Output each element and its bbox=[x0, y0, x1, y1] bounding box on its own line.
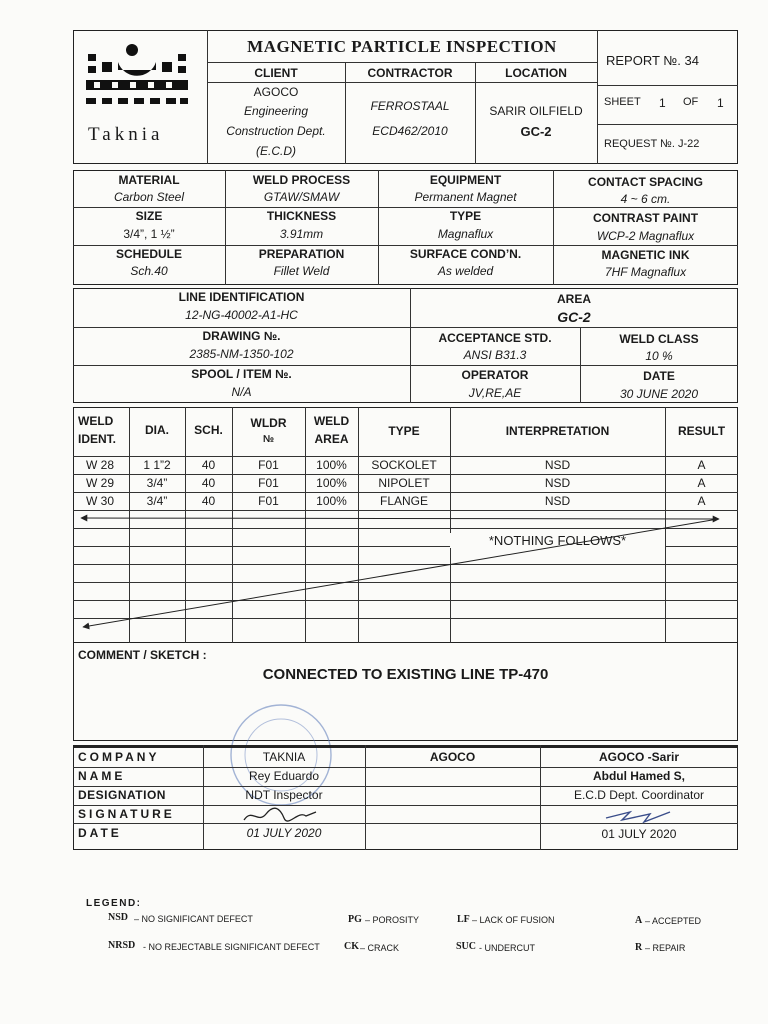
legend-code: PG bbox=[348, 914, 362, 925]
weld-class-label: WELD CLASS bbox=[619, 332, 699, 346]
acceptance-std-label: ACCEPTANCE STD. bbox=[438, 331, 552, 345]
thickness-label: THICKNESS bbox=[266, 209, 337, 223]
client-line: (E.C.D) bbox=[256, 144, 296, 158]
cell-weld-area: 100% bbox=[316, 476, 347, 490]
col-header-weld-area: WELD bbox=[313, 414, 350, 428]
approver-designation: E.C.D Dept. Coordinator bbox=[573, 788, 705, 802]
cell-type: FLANGE bbox=[379, 494, 428, 508]
col-header-result: RESULT bbox=[677, 424, 726, 438]
page-title: MAGNETIC PARTICLE INSPECTION bbox=[247, 37, 557, 56]
location-name: SARIR OILFIELD bbox=[489, 104, 583, 118]
material-value: Carbon Steel bbox=[113, 190, 185, 204]
client-company: AGOCO bbox=[429, 750, 476, 764]
size-value: 3/4”, 1 ½” bbox=[123, 227, 175, 241]
legend-code: NSD bbox=[108, 912, 129, 923]
location-code: GC-2 bbox=[520, 124, 552, 139]
equipment-label: EQUIPMENT bbox=[429, 173, 502, 187]
contractor-code: ECD462/2010 bbox=[372, 124, 448, 138]
legend-text: – POROSITY bbox=[365, 915, 420, 925]
inspector-signature-icon bbox=[240, 804, 320, 826]
cell-weld-ident: W 29 bbox=[86, 476, 115, 490]
client-label: CLIENT bbox=[254, 66, 298, 80]
preparation-value: Fillet Weld bbox=[273, 264, 330, 278]
legend-code: NRSD bbox=[108, 940, 136, 951]
client-line: Engineering bbox=[243, 104, 309, 118]
type-value: Magnaflux bbox=[437, 227, 494, 241]
schedule-value: Sch.40 bbox=[130, 264, 168, 278]
cell-sch: 40 bbox=[201, 458, 216, 472]
contractor-name: FERROSTAAL bbox=[370, 99, 450, 113]
cell-interpretation: NSD bbox=[544, 494, 571, 508]
type-label: TYPE bbox=[449, 209, 482, 223]
cell-wldr: F01 bbox=[258, 494, 279, 508]
legend-text: – LACK OF FUSION bbox=[472, 915, 555, 925]
inspector-company: TAKNIA bbox=[262, 750, 306, 764]
sheet-total: 1 bbox=[717, 96, 724, 110]
date-label: DATE bbox=[643, 369, 675, 383]
legend-code: SUC bbox=[456, 941, 477, 952]
cell-result: A bbox=[697, 458, 706, 472]
thickness-value: 3.91mm bbox=[279, 227, 324, 241]
cell-wldr: F01 bbox=[258, 458, 279, 472]
contrast-paint-value: WCP-2 Magnaflux bbox=[596, 229, 695, 243]
col-header-sch: SCH. bbox=[194, 423, 223, 437]
signoff-signature-label: SIGNATURE bbox=[78, 807, 175, 821]
client-line: AGOCO bbox=[253, 85, 299, 99]
cell-interpretation: NSD bbox=[544, 458, 571, 472]
date-value: 30 JUNE 2020 bbox=[619, 387, 699, 401]
approver-company: AGOCO -Sarir bbox=[598, 750, 679, 764]
material-label: MATERIAL bbox=[118, 173, 180, 187]
approver-name: Abdul Hamed S, bbox=[592, 769, 685, 783]
signoff-name-label: NAME bbox=[78, 769, 126, 783]
surface-condition-value: As welded bbox=[437, 264, 494, 278]
legend-text: - UNDERCUT bbox=[479, 943, 535, 953]
drawing-label: DRAWING №. bbox=[202, 329, 281, 343]
contact-spacing-label: CONTACT SPACING bbox=[588, 175, 703, 189]
weld-process-value: GTAW/SMAW bbox=[263, 190, 340, 204]
area-label: AREA bbox=[556, 292, 591, 306]
comment-text: CONNECTED TO EXISTING LINE TP-470 bbox=[262, 666, 549, 683]
cell-type: NIPOLET bbox=[378, 476, 430, 490]
col-header-wldr: WLDR bbox=[250, 416, 287, 430]
magnetic-ink-value: 7HF Magnaflux bbox=[604, 265, 687, 279]
cell-weld-area: 100% bbox=[316, 458, 347, 472]
acceptance-std-value: ANSI B31.3 bbox=[463, 348, 527, 362]
strike-through-arrows-icon bbox=[73, 407, 738, 643]
cell-weld-ident: W 30 bbox=[86, 494, 115, 508]
signoff-designation-label: DESIGNATION bbox=[78, 788, 166, 802]
cell-result: A bbox=[697, 476, 706, 490]
legend-code: A bbox=[635, 915, 643, 926]
operator-label: OPERATOR bbox=[461, 368, 529, 382]
schedule-label: SCHEDULE bbox=[115, 247, 182, 261]
sheet-number: 1 bbox=[659, 96, 666, 110]
legend-text: – REPAIR bbox=[645, 943, 686, 953]
contact-spacing-value: 4 ~ 6 cm. bbox=[620, 192, 671, 206]
col-header-weld-ident: WELD bbox=[78, 414, 114, 428]
sheet-label: SHEET bbox=[604, 96, 641, 108]
cell-dia: 1 1”2 bbox=[143, 458, 171, 472]
size-label: SIZE bbox=[135, 209, 163, 223]
nothing-follows-text: *NOTHING FOLLOWS* bbox=[450, 533, 665, 548]
legend-text: - NO REJECTABLE SIGNIFICANT DEFECT bbox=[143, 942, 320, 952]
area-value: GC-2 bbox=[557, 309, 591, 325]
of-label: OF bbox=[683, 96, 699, 108]
comment-label: COMMENT / SKETCH : bbox=[78, 648, 207, 662]
weld-class-value: 10 % bbox=[645, 349, 673, 363]
col-header-type: TYPE bbox=[388, 424, 420, 438]
col-header-weld-ident: IDENT. bbox=[78, 432, 117, 446]
col-header-dia: DIA. bbox=[145, 423, 169, 437]
spool-item-value: N/A bbox=[231, 385, 252, 399]
col-header-weld-area: AREA bbox=[314, 432, 349, 446]
legend-code: R bbox=[635, 942, 643, 953]
cell-sch: 40 bbox=[201, 494, 216, 508]
approver-signature-icon bbox=[600, 804, 680, 826]
cell-dia: 3/4” bbox=[146, 494, 168, 508]
location-label: LOCATION bbox=[505, 66, 567, 80]
cell-wldr: F01 bbox=[258, 476, 279, 490]
contrast-paint-label: CONTRAST PAINT bbox=[592, 211, 699, 225]
cell-weld-area: 100% bbox=[316, 494, 347, 508]
client-line: Construction Dept. bbox=[226, 124, 326, 138]
report-number: REPORT №. 34 bbox=[606, 53, 699, 68]
cell-interpretation: NSD bbox=[544, 476, 571, 490]
cell-result: A bbox=[697, 494, 706, 508]
inspector-date: 01 JULY 2020 bbox=[246, 826, 322, 840]
spool-item-label: SPOOL / ITEM №. bbox=[191, 367, 292, 381]
legend-text: – ACCEPTED bbox=[645, 916, 702, 926]
cell-type: SOCKOLET bbox=[371, 458, 437, 472]
line-identification-label: LINE IDENTIFICATION bbox=[178, 290, 305, 304]
signoff-date-label: DATE bbox=[78, 826, 122, 840]
inspector-name: Rey Eduardo bbox=[248, 769, 320, 783]
approver-date: 01 JULY 2020 bbox=[601, 827, 677, 841]
weld-process-label: WELD PROCESS bbox=[252, 173, 351, 187]
cell-sch: 40 bbox=[201, 476, 216, 490]
cell-dia: 3/4” bbox=[146, 476, 168, 490]
logo-text: Taknia bbox=[88, 124, 164, 145]
drawing-value: 2385-NM-1350-102 bbox=[189, 347, 294, 361]
magnetic-ink-label: MAGNETIC INK bbox=[601, 248, 690, 262]
line-identification-value: 12-NG-40002-A1-HC bbox=[185, 308, 298, 322]
request-number: REQUEST №. J-22 bbox=[604, 138, 700, 150]
legend-code: LF bbox=[457, 914, 470, 925]
equipment-value: Permanent Magnet bbox=[414, 190, 517, 204]
legend-text: – CRACK bbox=[360, 943, 400, 953]
surface-condition-label: SURFACE COND’N. bbox=[409, 247, 522, 261]
signoff-company-label: COMPANY bbox=[78, 750, 160, 764]
preparation-label: PREPARATION bbox=[258, 247, 345, 261]
legend-title: LEGEND: bbox=[86, 898, 142, 909]
cell-weld-ident: W 28 bbox=[86, 458, 115, 472]
logo-graphic-icon bbox=[82, 40, 200, 120]
inspector-designation: NDT Inspector bbox=[245, 788, 323, 802]
company-logo bbox=[82, 40, 200, 145]
col-header-interpretation: INTERPRETATION bbox=[505, 424, 610, 438]
legend-text: – NO SIGNIFICANT DEFECT bbox=[134, 914, 253, 924]
legend-code: CK bbox=[344, 941, 359, 952]
col-header-wldr: № bbox=[262, 434, 275, 445]
contractor-label: CONTRACTOR bbox=[367, 66, 453, 80]
operator-value: JV,RE,AE bbox=[468, 386, 522, 400]
